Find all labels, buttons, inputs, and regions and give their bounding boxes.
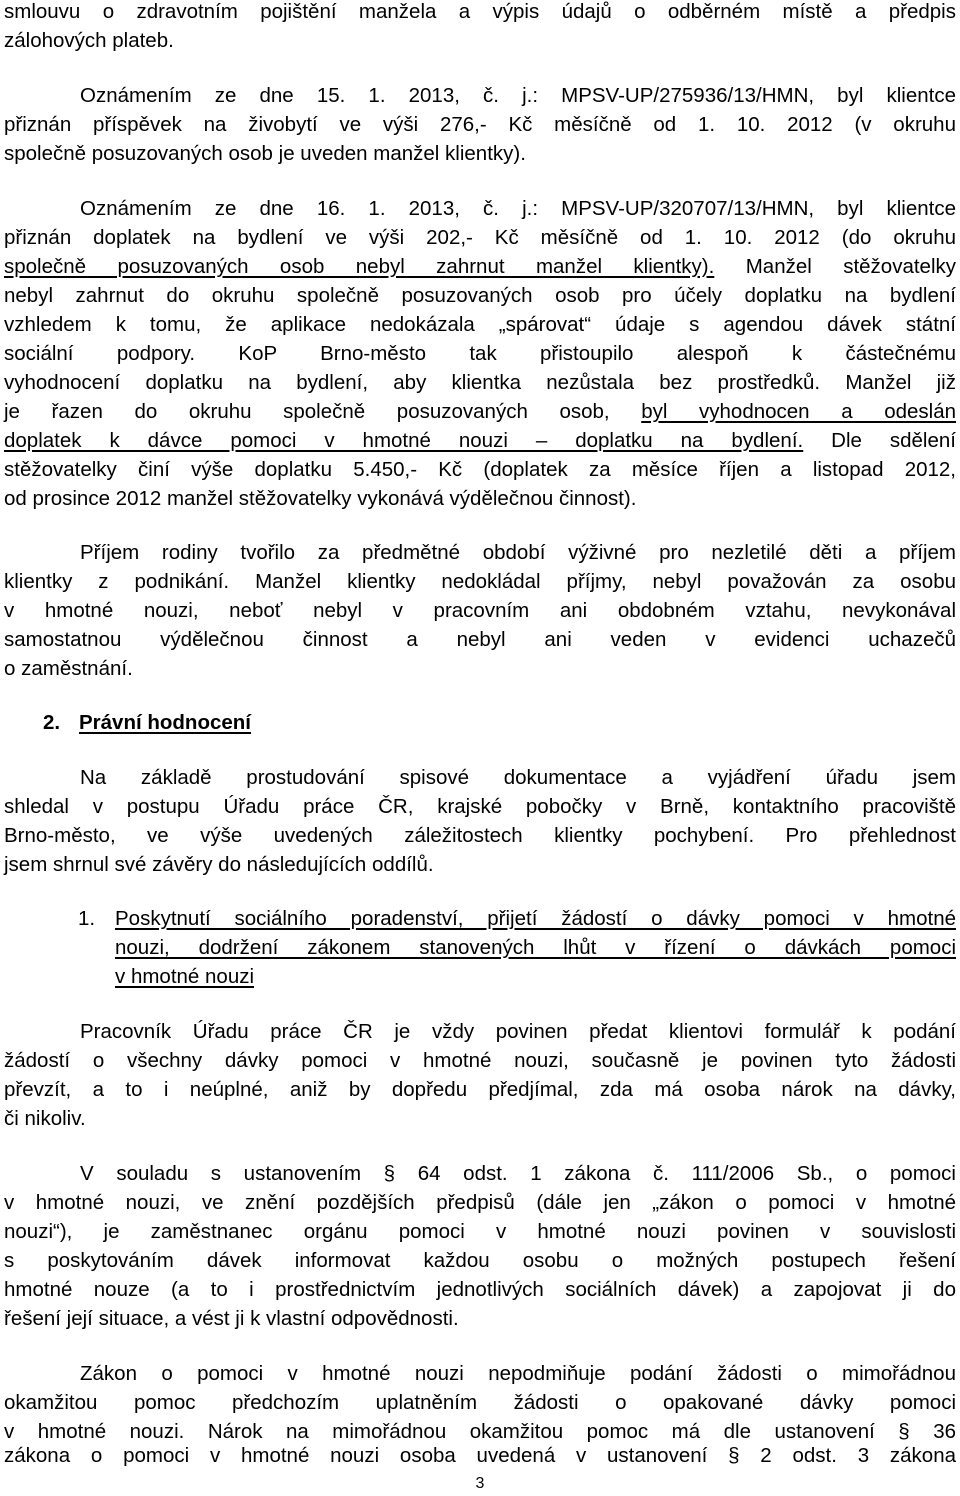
paragraph-line: řešení její situace, a vést ji k vlastní odpovědnosti. <box>4 1307 459 1330</box>
subsection-title-line: nouzi, dodržení zákonem stanovených lhůt v řízení o dávkách pomoci <box>115 936 956 959</box>
paragraph-line: přiznán doplatek na bydlení ve výši 202,- Kč měsíčně od 1. 10. 2012 (do okruhu <box>4 226 956 249</box>
paragraph-line <box>4 429 956 455</box>
paragraph-line: zálohových plateb. <box>4 29 174 52</box>
underlined-text: společně posuzovaných osob nebyl zahrnut manžel klientky). <box>4 255 715 278</box>
page-number: 3 <box>475 1475 485 1492</box>
paragraph-line: jsem shrnul své závěry do následujících oddílů. <box>4 853 434 876</box>
underlined-text: doplatek k dávce pomoci v hmotné nouzi – doplatku na bydlení. <box>4 429 804 452</box>
paragraph-line: od prosince 2012 manžel stěžovatelky vykonává výdělečnou činnost). <box>4 487 637 510</box>
paragraph-line: hmotné nouze (a to i prostřednictvím jednotlivých sociálních dávek) a zapojovat ji do <box>4 1278 956 1301</box>
paragraph-line: stěžovatelky činí výše doplatku 5.450,- Kč (doplatek za měsíce říjen a listopad 2012, <box>4 458 956 481</box>
paragraph-line: okamžitou pomoc předchozím uplatněním žádosti o opakované dávky pomoci <box>4 1391 956 1414</box>
paragraph-line: shledal v postupu Úřadu práce ČR, krajské pobočky v Brně, kontaktního pracoviště <box>4 795 956 818</box>
paragraph-line: v hmotné nouzi, ve znění pozdějších předpisů (dále jen „zákon o pomoci v hmotné <box>4 1191 956 1214</box>
paragraph-line: společně posuzovaných osob je uveden manžel klientky). <box>4 142 526 165</box>
section-number: 2. <box>43 711 61 734</box>
paragraph-line: v hmotné nouzi. Nárok na mimořádnou okamžitou pomoc má dle ustanovení § 36 <box>4 1420 956 1443</box>
paragraph-line: převzít, a to i neúplné, aniž by dopředu předjímal, zda má osoba nárok na dávky, <box>4 1078 956 1101</box>
section-title: Právní hodnocení <box>79 711 251 734</box>
paragraph-line: zákona o pomoci v hmotné nouzi osoba uvedená v ustanovení § 2 odst. 3 zákona <box>4 1444 956 1467</box>
subsection-number: 1. <box>78 907 96 930</box>
paragraph-line: Příjem rodiny tvořilo za předmětné období výživné pro nezletilé děti a příjem <box>80 541 956 564</box>
paragraph-line: s poskytováním dávek informovat každou osobu o možných postupech řešení <box>4 1249 956 1272</box>
paragraph-line: Oznámením ze dne 15. 1. 2013, č. j.: MPSV-UP/275936/13/HMN, byl klientce <box>80 84 956 107</box>
paragraph-line: nouzi“), je zaměstnanec orgánu pomoci v hmotné nouzi povinen v souvislosti <box>4 1220 956 1243</box>
paragraph-line: vzhledem k tomu, že aplikace nedokázala „spárovat“ údaje s agendou dávek státní <box>4 313 956 336</box>
text-span: Dle sdělení <box>803 429 956 452</box>
paragraph-line: či nikoliv. <box>4 1107 86 1130</box>
paragraph-line: nebyl zahrnut do okruhu společně posuzovaných osob pro účely doplatku na bydlení <box>4 284 956 307</box>
paragraph-line: Oznámením ze dne 16. 1. 2013, č. j.: MPSV-UP/320707/13/HMN, byl klientce <box>80 197 956 220</box>
paragraph-line: vyhodnocení doplatku na bydlení, aby klientka nezůstala bez prostředků. Manžel již <box>4 371 956 394</box>
paragraph-line: Pracovník Úřadu práce ČR je vždy povinen předat klientovi formulář k podání <box>80 1020 956 1043</box>
paragraph-line: Brno-město, ve výše uvedených záležitostech klientky pochybení. Pro přehlednost <box>4 824 956 847</box>
paragraph-line: samostatnou výdělečnou činnost a nebyl ani veden v evidenci uchazečů <box>4 628 956 651</box>
paragraph-line: o zaměstnání. <box>4 657 133 680</box>
text-span: Manžel stěžovatelky <box>714 255 956 278</box>
paragraph-line <box>4 255 956 281</box>
paragraph-line <box>4 400 956 426</box>
paragraph-line: V souladu s ustanovením § 64 odst. 1 zákona č. 111/2006 Sb., o pomoci <box>80 1162 956 1185</box>
paragraph-line: smlouvu o zdravotním pojištění manžela a výpis údajů o odběrném místě a předpis <box>4 0 956 23</box>
paragraph-line: přiznán příspěvek na živobytí ve výši 276,- Kč měsíčně od 1. 10. 2012 (v okruhu <box>4 113 956 136</box>
paragraph-line: Zákon o pomoci v hmotné nouzi nepodmiňuje podání žádosti o mimořádnou <box>80 1362 956 1385</box>
subsection-title-line: v hmotné nouzi <box>115 965 255 988</box>
paragraph-line: žádostí o všechny dávky pomoci v hmotné nouzi, současně je povinen tyto žádosti <box>4 1049 956 1072</box>
underlined-text: byl vyhodnocen a odeslán <box>641 400 957 423</box>
paragraph-line: sociální podpory. KoP Brno-město tak přistoupilo alespoň k částečnému <box>4 342 956 365</box>
subsection-title-line: Poskytnutí sociálního poradenství, přijetí žádostí o dávky pomoci v hmotné <box>115 907 956 930</box>
text-span: je řazen do okruhu společně posuzovaných osob, <box>4 400 642 423</box>
paragraph-line: klientky z podnikání. Manžel klientky nedokládal příjmy, nebyl považován za osobu <box>4 570 956 593</box>
paragraph-line: Na základě prostudování spisové dokumentace a vyjádření úřadu jsem <box>80 766 956 789</box>
paragraph-line: v hmotné nouzi, neboť nebyl v pracovním ani obdobném vztahu, nevykonával <box>4 599 956 622</box>
